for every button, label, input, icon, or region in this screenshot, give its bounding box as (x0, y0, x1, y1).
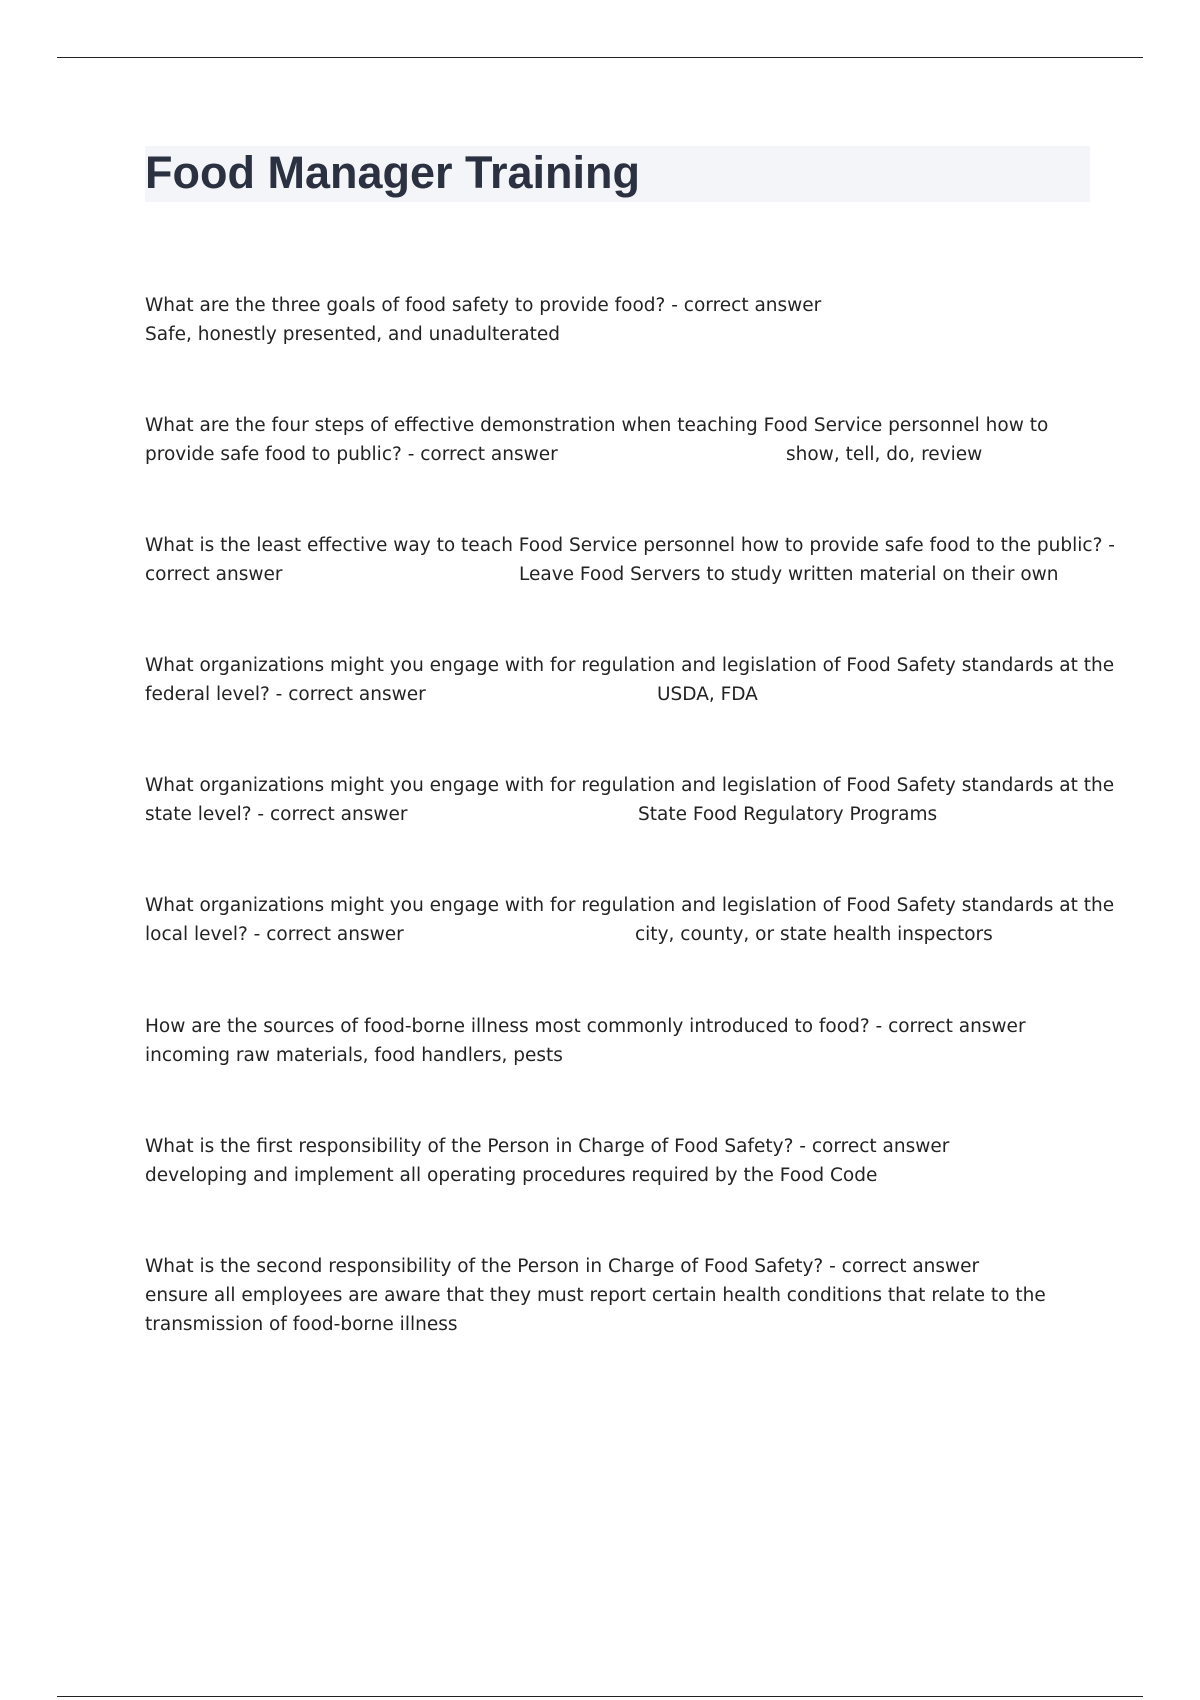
answer-line-1: ensure all employees are aware that they must report certain health conditions that relate to the (145, 1285, 1046, 1306)
answer: USDA, FDA (657, 684, 758, 705)
qa-item-8 (145, 1132, 1095, 1190)
answer: developing and implement all operating procedures required by the Food Code (145, 1165, 878, 1186)
qa-item-2 (145, 411, 1095, 469)
answer: city, county, or state health inspectors (635, 924, 993, 945)
qa-item-4 (145, 651, 1115, 709)
question-line-2: provide safe food to public? - correct answer (145, 444, 558, 465)
question: How are the sources of food-borne illness most commonly introduced to food? - correct answer (145, 1016, 1026, 1037)
question: What is the second responsibility of the Person in Charge of Food Safety? - correct answer (145, 1256, 980, 1277)
bottom-rule (57, 1696, 1143, 1697)
question-line-1: What organizations might you engage with for regulation and legislation of Food Safety standards at the (145, 775, 1115, 796)
question: What are the three goals of food safety to provide food? - correct answer (145, 295, 822, 316)
question-line-2: correct answer (145, 564, 283, 585)
answer-line-2: transmission of food-borne illness (145, 1314, 458, 1335)
qa-item-3 (145, 531, 1115, 589)
page-title: Food Manager Training (145, 147, 641, 198)
qa-item-7 (145, 1012, 1095, 1070)
answer: Leave Food Servers to study written material on their own (519, 564, 1059, 585)
qa-item-9 (145, 1252, 1095, 1339)
qa-item-1 (145, 291, 1095, 349)
question-line-1: What organizations might you engage with for regulation and legislation of Food Safety standards at the (145, 655, 1115, 676)
answer: Safe, honestly presented, and unadulterated (145, 324, 560, 345)
answer: show, tell, do, review (786, 444, 983, 465)
qa-item-5 (145, 771, 1115, 829)
question-line-2: local level? - correct answer (145, 924, 404, 945)
qa-item-6 (145, 891, 1115, 949)
answer: State Food Regulatory Programs (638, 804, 938, 825)
question-line-2: federal level? - correct answer (145, 684, 426, 705)
question-line-1: What organizations might you engage with for regulation and legislation of Food Safety standards at the (145, 895, 1115, 916)
top-rule (57, 57, 1143, 58)
question-line-1: What are the four steps of effective demonstration when teaching Food Service personnel how to (145, 415, 1049, 436)
question-line-2: state level? - correct answer (145, 804, 408, 825)
answer: incoming raw materials, food handlers, pests (145, 1045, 563, 1066)
question-line-1: What is the least effective way to teach Food Service personnel how to provide safe food to the public? - (145, 535, 1115, 556)
question: What is the first responsibility of the Person in Charge of Food Safety? - correct answer (145, 1136, 950, 1157)
